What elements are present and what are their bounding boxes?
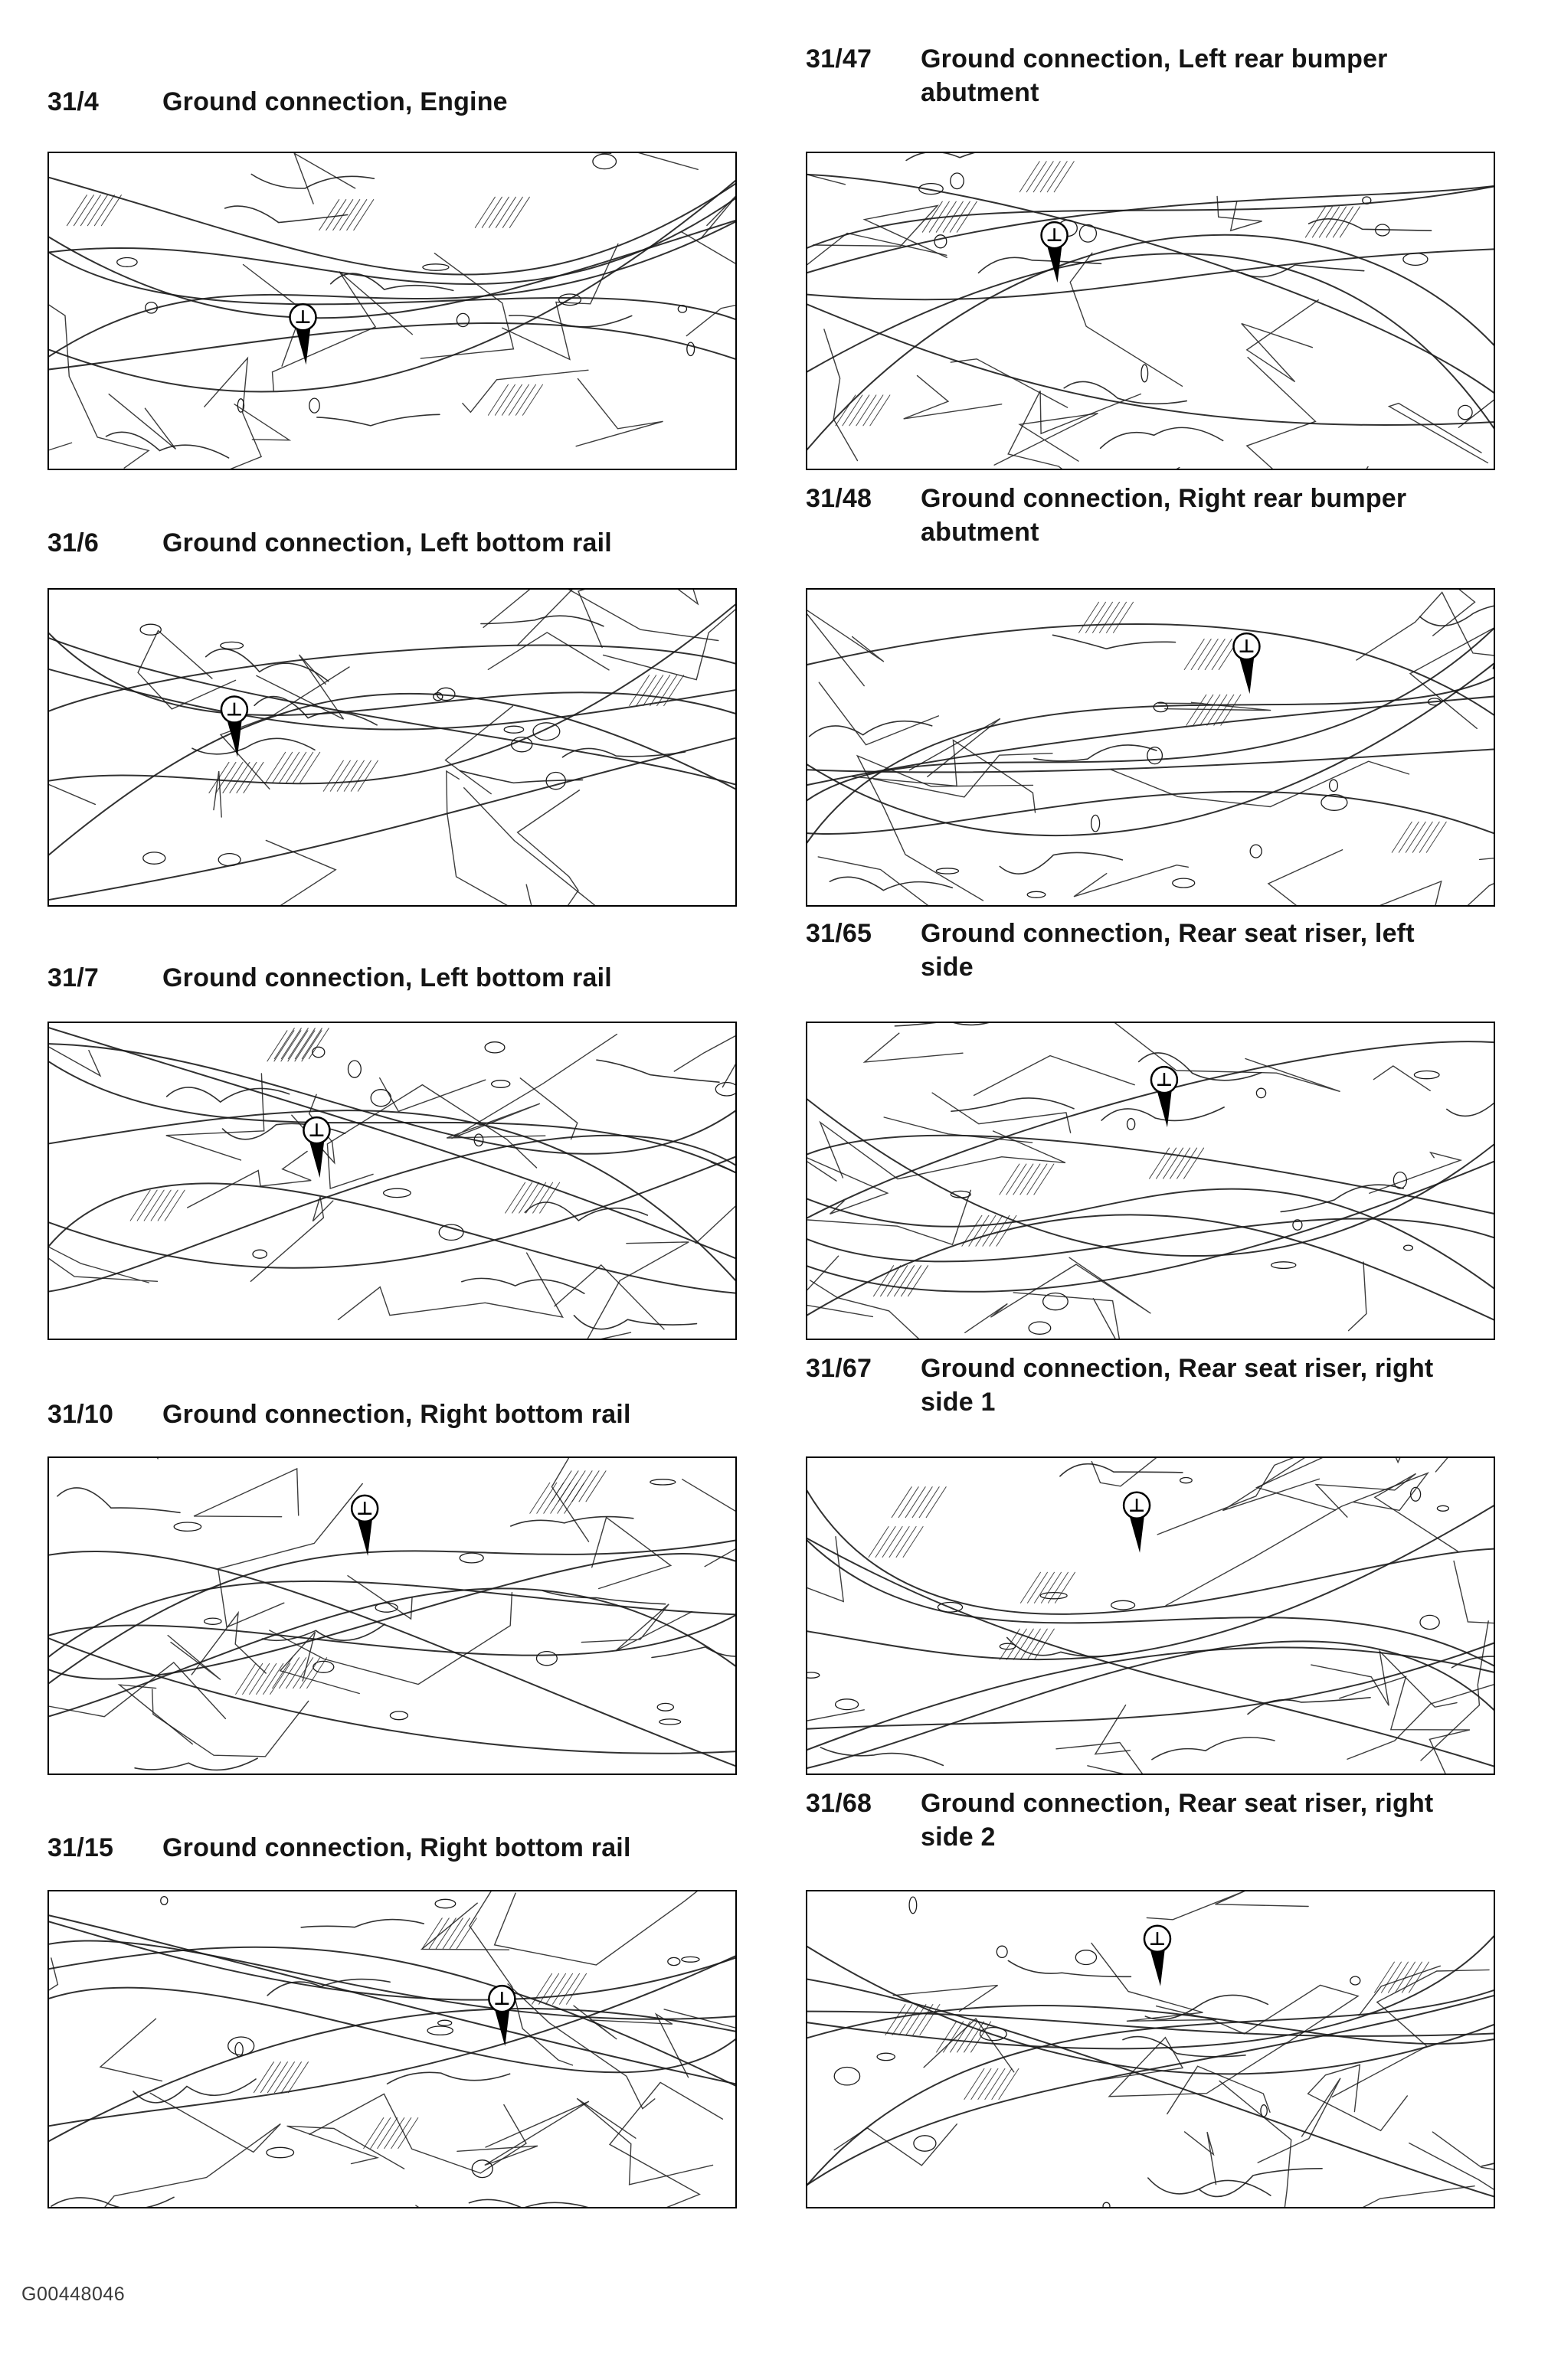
svg-text:⊥: ⊥ — [1238, 636, 1255, 658]
svg-text:⊥: ⊥ — [225, 698, 243, 721]
figure-heading — [806, 917, 1449, 984]
car-ground-illustration — [49, 153, 735, 469]
figure-title: Ground connection, Left bottom rail — [162, 963, 612, 992]
figure-31-4 — [47, 0, 745, 470]
figure-title: Ground connection, Right bottom rail — [162, 1833, 631, 1862]
figure-title: Ground connection, Rear seat riser, right side 1 — [921, 1354, 1434, 1417]
ground-marker-icon — [1042, 222, 1068, 283]
ground-marker-icon — [1144, 1926, 1170, 1986]
ground-marker-icon — [1124, 1492, 1150, 1553]
car-ground-illustration — [49, 1458, 735, 1774]
figure-heading — [47, 962, 612, 995]
figure-frame — [806, 152, 1495, 470]
figure-number: 31/67 — [806, 1354, 872, 1383]
car-ground-illustration — [807, 1458, 1494, 1774]
figure-heading — [806, 482, 1449, 549]
svg-text:⊥: ⊥ — [493, 1988, 511, 2010]
figure-frame — [806, 1456, 1495, 1775]
car-ground-illustration — [49, 590, 735, 905]
ground-marker-icon — [352, 1496, 378, 1556]
figure-number: 31/10 — [47, 1400, 114, 1429]
figure-title: Ground connection, Left rear bumper abutment — [921, 44, 1388, 107]
car-ground-illustration — [807, 590, 1494, 905]
figure-title: Ground connection, Engine — [162, 87, 508, 116]
car-ground-illustration — [49, 1891, 735, 2207]
car-ground-illustration — [49, 1023, 735, 1339]
svg-text:⊥: ⊥ — [356, 1497, 374, 1519]
car-ground-illustration — [807, 153, 1494, 469]
figure-frame — [806, 1890, 1495, 2208]
svg-text:⊥: ⊥ — [1155, 1069, 1173, 1091]
figure-title: Ground connection, Rear seat riser, right side 2 — [921, 1789, 1434, 1852]
figure-title: Ground connection, Rear seat riser, left side — [921, 919, 1415, 982]
car-ground-illustration — [807, 1891, 1494, 2207]
figure-frame — [47, 1456, 737, 1775]
figure-title: Ground connection, Left bottom rail — [162, 528, 612, 557]
figure-number: 31/47 — [806, 44, 872, 74]
figure-reference-code: G00448046 — [21, 2284, 126, 2305]
figure-frame — [806, 1022, 1495, 1340]
ground-marker-icon — [303, 1117, 329, 1178]
figure-heading — [47, 86, 508, 119]
figure-frame — [47, 1890, 737, 2208]
figure-number: 31/15 — [47, 1833, 114, 1862]
figure-number: 31/65 — [806, 919, 872, 948]
figure-number: 31/48 — [806, 484, 872, 513]
figure-heading — [806, 1787, 1449, 1854]
figure-frame — [47, 152, 737, 470]
figure-frame — [806, 588, 1495, 907]
figure-heading — [47, 1832, 631, 1865]
figure-number: 31/68 — [806, 1789, 872, 1818]
figure-heading — [47, 527, 612, 561]
svg-text:⊥: ⊥ — [308, 1120, 326, 1142]
figure-number: 31/4 — [47, 87, 99, 116]
svg-text:⊥: ⊥ — [1046, 224, 1063, 247]
car-ground-illustration — [807, 1023, 1494, 1339]
svg-text:⊥: ⊥ — [1128, 1494, 1146, 1516]
figure-number: 31/7 — [47, 963, 99, 992]
figure-number: 31/6 — [47, 528, 99, 557]
figure-frame — [47, 1022, 737, 1340]
figure-frame — [47, 588, 737, 907]
ground-marker-icon — [1233, 633, 1259, 694]
figure-heading — [47, 1398, 631, 1432]
ground-marker-icon — [489, 1986, 515, 2046]
svg-text:⊥: ⊥ — [294, 306, 312, 329]
svg-text:⊥: ⊥ — [1148, 1927, 1166, 1950]
figure-heading — [806, 1352, 1449, 1419]
figure-heading — [806, 43, 1449, 110]
figure-title: Ground connection, Right bottom rail — [162, 1400, 631, 1429]
figure-title: Ground connection, Right rear bumper abutment — [921, 484, 1407, 547]
